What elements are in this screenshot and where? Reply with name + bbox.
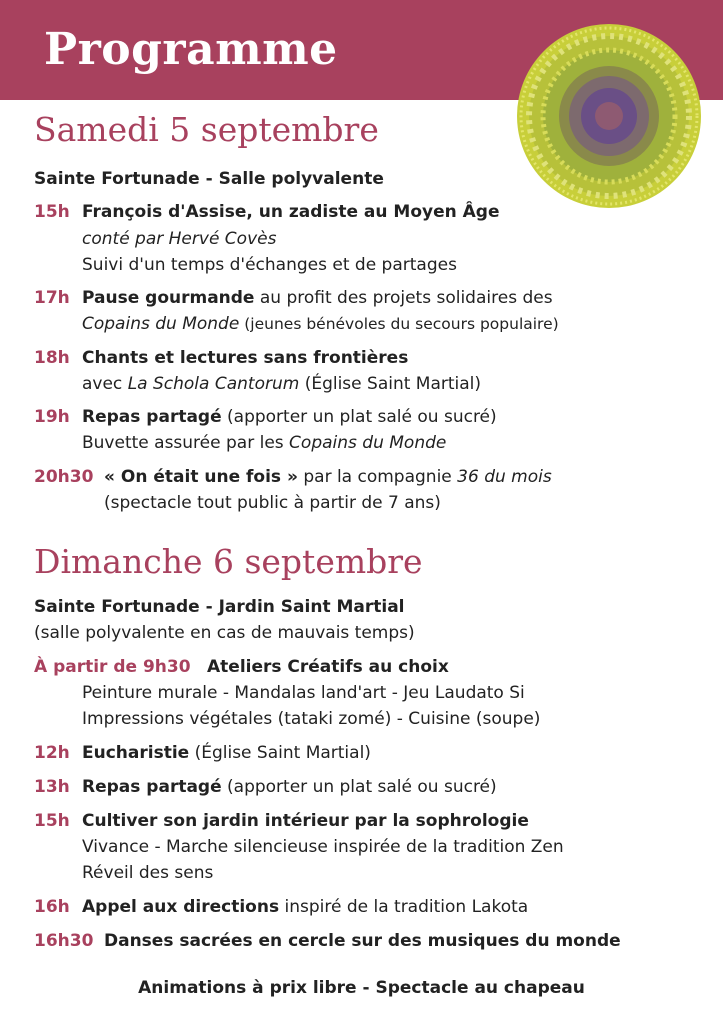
event-detail-italic: La Schola Cantorum — [127, 374, 300, 394]
event-title-rest: par la compagnie — [297, 467, 458, 487]
sunday-venue-note: (salle polyvalente en cas de mauvais temps) — [34, 623, 415, 643]
event-title: Repas partagé — [82, 407, 222, 427]
event-time: 19h — [34, 407, 70, 427]
footer-note: Animations à prix libre - Spectacle au chapeau — [138, 978, 585, 998]
flower-mandala-image — [515, 22, 703, 210]
event-title: Danses sacrées en cercle sur des musiques du monde — [104, 931, 621, 951]
event-title: Repas partagé — [82, 777, 222, 797]
event-title-line — [82, 897, 528, 917]
saturday-title: Samedi 5 septembre — [34, 110, 379, 149]
event-detail: (Église Saint Martial) — [299, 374, 482, 394]
event-title: Chants et lectures sans frontières — [82, 348, 409, 368]
event-time: 17h — [34, 288, 70, 308]
event-title-line — [82, 288, 553, 308]
event-detail-italic: Copains du Monde — [289, 433, 447, 453]
event-detail: Impressions végétales (tataki zomé) - Cuisine (soupe) — [82, 709, 541, 729]
event-title-line — [82, 777, 497, 797]
event-detail: Buvette assurée par les — [82, 433, 290, 453]
event-time: 15h — [34, 202, 70, 222]
event-time: 20h30 — [34, 467, 94, 487]
event-detail: Vivance - Marche silencieuse inspirée de la tradition Zen — [82, 837, 564, 857]
event-time: 12h — [34, 743, 70, 763]
event-time: 16h30 — [34, 931, 94, 951]
event-title: Cultiver son jardin intérieur par la sophrologie — [82, 811, 529, 831]
event-detail: (spectacle tout public à partir de 7 ans) — [104, 493, 441, 513]
event-title: « On était une fois » — [104, 467, 298, 487]
event-detail: avec — [82, 374, 128, 394]
event-time: 18h — [34, 348, 70, 368]
page-title: Programme — [44, 24, 338, 75]
event-time: 13h — [34, 777, 70, 797]
event-detail: Suivi d'un temps d'échanges et de partages — [82, 255, 457, 275]
event-title-rest: (apporter un plat salé ou sucré) — [221, 777, 497, 797]
event-title: Ateliers Créatifs au choix — [207, 657, 449, 677]
event-title-rest: inspiré de la tradition Lakota — [279, 897, 529, 917]
event-title-rest: au profit des projets solidaires des — [254, 288, 553, 308]
event-time: À partir de 9h30 — [34, 657, 191, 677]
event-title-line — [82, 407, 497, 427]
event-detail: Peinture murale - Mandalas land'art - Jeu Laudato Si — [82, 683, 525, 703]
event-title-italic: 36 du mois — [457, 467, 552, 487]
event-detail-line — [82, 314, 559, 334]
event-title-rest: (Église Saint Martial) — [189, 743, 371, 763]
event-time: 15h — [34, 811, 70, 831]
event-detail-line — [82, 374, 481, 394]
event-title-line — [104, 467, 552, 487]
event-time: 16h — [34, 897, 70, 917]
event-detail-italic: Copains du Monde — [82, 314, 240, 334]
event-detail: Réveil des sens — [82, 863, 214, 883]
event-title: Pause gourmande — [82, 288, 255, 308]
event-title: Appel aux directions — [82, 897, 280, 917]
event-title-line — [82, 743, 371, 763]
sunday-venue: Sainte Fortunade - Jardin Saint Martial — [34, 597, 405, 617]
event-title: Eucharistie — [82, 743, 190, 763]
event-detail-line — [82, 433, 446, 453]
saturday-venue: Sainte Fortunade - Salle polyvalente — [34, 169, 384, 189]
event-title: François d'Assise, un zadiste au Moyen Âge — [82, 202, 500, 222]
event-detail: (jeunes bénévoles du secours populaire) — [239, 315, 559, 333]
event-title-rest: (apporter un plat salé ou sucré) — [221, 407, 497, 427]
sunday-title: Dimanche 6 septembre — [34, 542, 423, 581]
event-detail: conté par Hervé Covès — [82, 229, 277, 249]
